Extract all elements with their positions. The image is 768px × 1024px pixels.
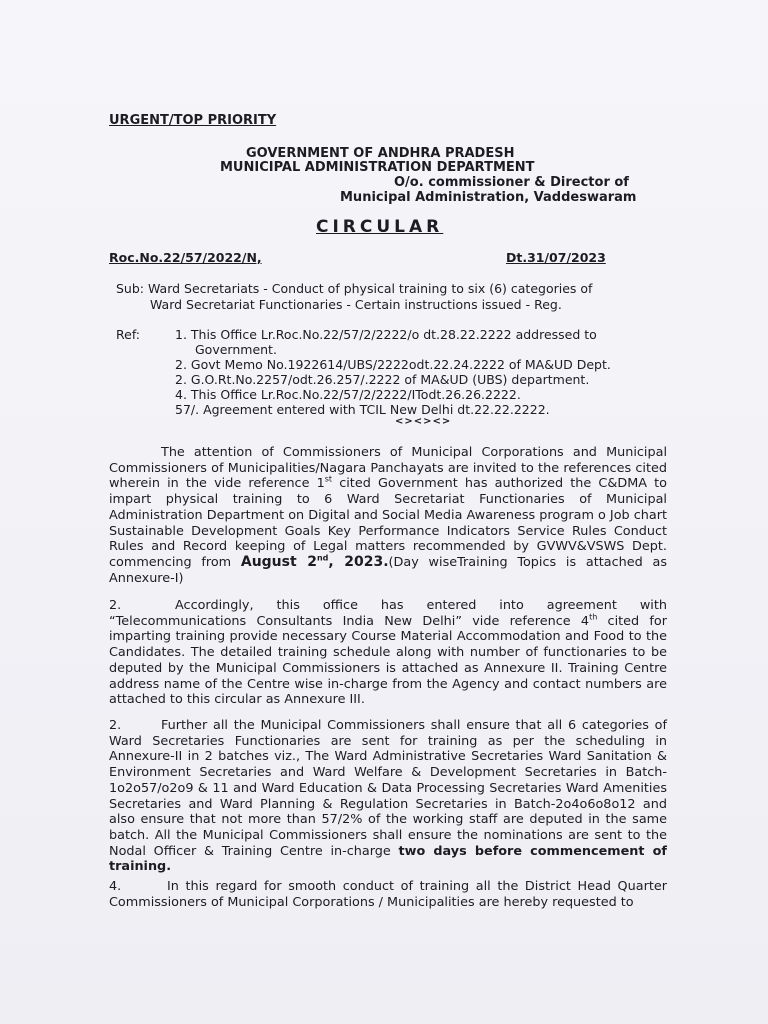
reference-5: 57/. Agreement entered with TCIL New Delhi dt.22.22.2222. (175, 402, 550, 417)
circular-title: CIRCULAR (316, 217, 444, 237)
office-location: Municipal Administration, Vaddeswaram (340, 190, 637, 205)
training-date-sup: nd (316, 553, 329, 563)
paragraph-3 (109, 718, 667, 875)
urgent-heading: URGENT/TOP PRIORITY (109, 113, 277, 128)
subject-line-1: Sub: Ward Secretariats - Conduct of physical training to six (6) categories of (116, 281, 593, 296)
paragraph-1 (109, 445, 667, 586)
reference-1-cont: Government. (195, 342, 277, 357)
training-date-part: August 2 (240, 553, 317, 570)
para1-text: The attention of Commissioners of Municipal Corporations and Municipal Commissioners of Municipalities/Nagara Panchayats are invited to the references cited wherein in the vide reference 1 (109, 445, 667, 492)
department-name: MUNICIPAL ADMINISTRATION DEPARTMENT (220, 160, 535, 175)
reference-list (175, 327, 611, 417)
govt-name: GOVERNMENT OF ANDHRA PRADESH (246, 146, 515, 161)
para3-emphasis: two days before commencement of training. (109, 843, 667, 875)
para1-annexure: (Day wiseTraining Topics is attached as Annexure-I) (109, 554, 667, 586)
para2-text-cont: cited for imparting training provide necessary Course Material Accommodation and Food to the Candidates. The detailed training schedule along with number of functionaries to be deputed by the Municipal Commissioners is attached as Annexure II. Training Centre address name of the Centre wise in-charge from the Agency and contact numbers are attached to this circular as Annexure III. (109, 613, 667, 708)
paragraph-4 (109, 879, 667, 910)
training-start-date (241, 554, 389, 570)
para1-sup: st (324, 475, 333, 485)
reference-2: 2. Govt Memo No.1922614/UBS/2222odt.22.24.2222 of MA&UD Dept. (175, 357, 611, 372)
reference-3: 2. G.O.Rt.No.2257/odt.26.257/.2222 of MA&UD (UBS) department. (175, 372, 590, 387)
para2-number: 2. (109, 598, 122, 613)
ref-label: Ref: (116, 327, 140, 342)
reference-4: 4. This Office Lr.Roc.No.22/57/2/2222/ITodt.26.26.2222. (175, 387, 521, 402)
para4-text: In this regard for smooth conduct of training all the District Head Quarter Commissioners of Municipal Corporations / Municipalities are hereby requested to (109, 879, 667, 910)
office-name: O/o. commissioner & Director of (394, 175, 629, 190)
paragraph-2 (109, 598, 667, 708)
para3-number: 2. (109, 718, 122, 733)
para1-text-cont: cited Government has authorized the C&DMA to impart physical training to 6 Ward Secretariat Functionaries of Municipal Administration Department on Digital and Social Media Awareness program o Job chart Sustainable Development Goals Key Performance Indicators Service Rules Conduct Rules and Record keeping of Legal matters recommended by GVWV&VSWS Dept. commencing from (109, 476, 667, 570)
circular-date: Dt.31/07/2023 (506, 250, 606, 265)
reference-1: 1. This Office Lr.Roc.No.22/57/2/2222/o dt.28.22.2222 addressed to (175, 327, 597, 342)
training-date-year: , 2023. (328, 553, 389, 570)
separator: <><><> (395, 416, 452, 427)
subject (116, 281, 592, 313)
para2-sup: th (589, 612, 598, 622)
para3-text: Further all the Municipal Commissioners shall ensure that all 6 categories of Ward Secretaries Functionaries are sent for training as per the scheduling in Annexure-II in 2 batches viz., The Ward Administrative Secretaries Ward Sanitation & Environment Secretaries and Ward Welfare & Development Secretaries in Batch-1o2o57/o2o9 & 11 and Ward Education & Data Processing Secretaries Ward Amenities Secretaries and Ward Planning & Regulation Secretaries in Batch-2o4o6o8o12 and also ensure that not more than 57/2% of the working staff are deputed in the same batch. All the Municipal Commissioners shall ensure the nominations are sent to the Nodal Officer & Training Centre in-charge (109, 718, 667, 859)
subject-line-2: Ward Secretariat Functionaries - Certain instructions issued - Reg. (150, 297, 562, 312)
roc-number: Roc.No.22/57/2022/N, (109, 250, 262, 265)
para4-number: 4. (109, 879, 122, 894)
para2-text: Accordingly, this office has entered into agreement with “Telecommunications Consultants India New Delhi” vide reference 4 (109, 598, 667, 629)
